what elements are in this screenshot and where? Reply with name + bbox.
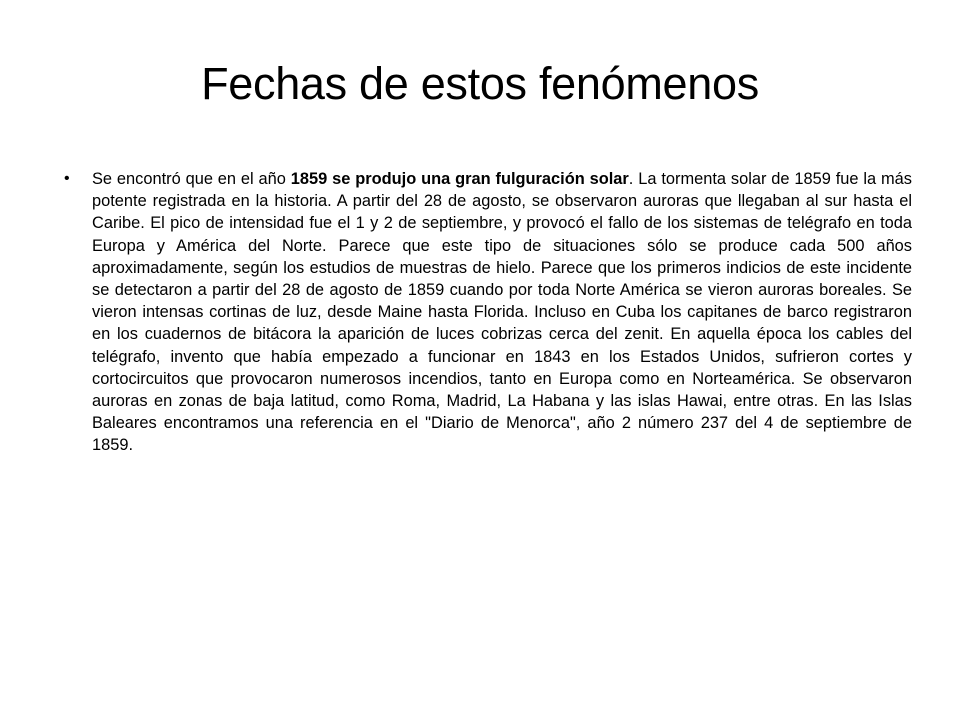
bullet-list	[48, 168, 912, 457]
paragraph-bold-text: 1859 se produjo una gran fulguración solar	[290, 170, 629, 188]
paragraph-rest: . La tormenta solar de 1859 fue la más potente registrada en la historia. A partir del 28 de agosto, se observaron auroras que llegaban al sur hasta el Caribe. El pico de intensidad fue el 1 y 2 de septiembre, y provocó el fallo de los sistemas de telégrafo en toda Europa y América del Norte. Parece que este tipo de situaciones sólo se produce cada 500 años aproximadamente, según los estudios de muestras de hielo. Parece que los primeros indicios de este incidente se detectaron a partir del 28 de agosto de 1859 cuando por toda Norte América se vieron auroras boreales. Se vieron intensas cortinas de luz, desde Maine hasta Florida. Incluso en Cuba los capitanes de barco registraron en los cuadernos de bitácora la aparición de luces cobrizas cerca del zenit. En aquella época los cables del telégrafo, invento que había empezado a funcionar en 1843 en los Estados Unidos, sufrieron cortes y cortocircuitos que provocaron numerosos incendios, tanto en Europa como en Norteamérica. Se observaron auroras en zonas de baja latitud, como Roma, Madrid, La Habana y las islas Hawai, entre otras. En las Islas Baleares encontramos una referencia en el "Diario de Menorca", año 2 número 237 del 4 de septiembre de 1859.	[92, 170, 912, 455]
bullet-icon: •	[64, 170, 70, 187]
slide-title: Fechas de estos fenómenos	[201, 58, 759, 109]
bullet-item	[48, 168, 912, 457]
paragraph-intro: Se encontró que en el año	[92, 170, 291, 188]
